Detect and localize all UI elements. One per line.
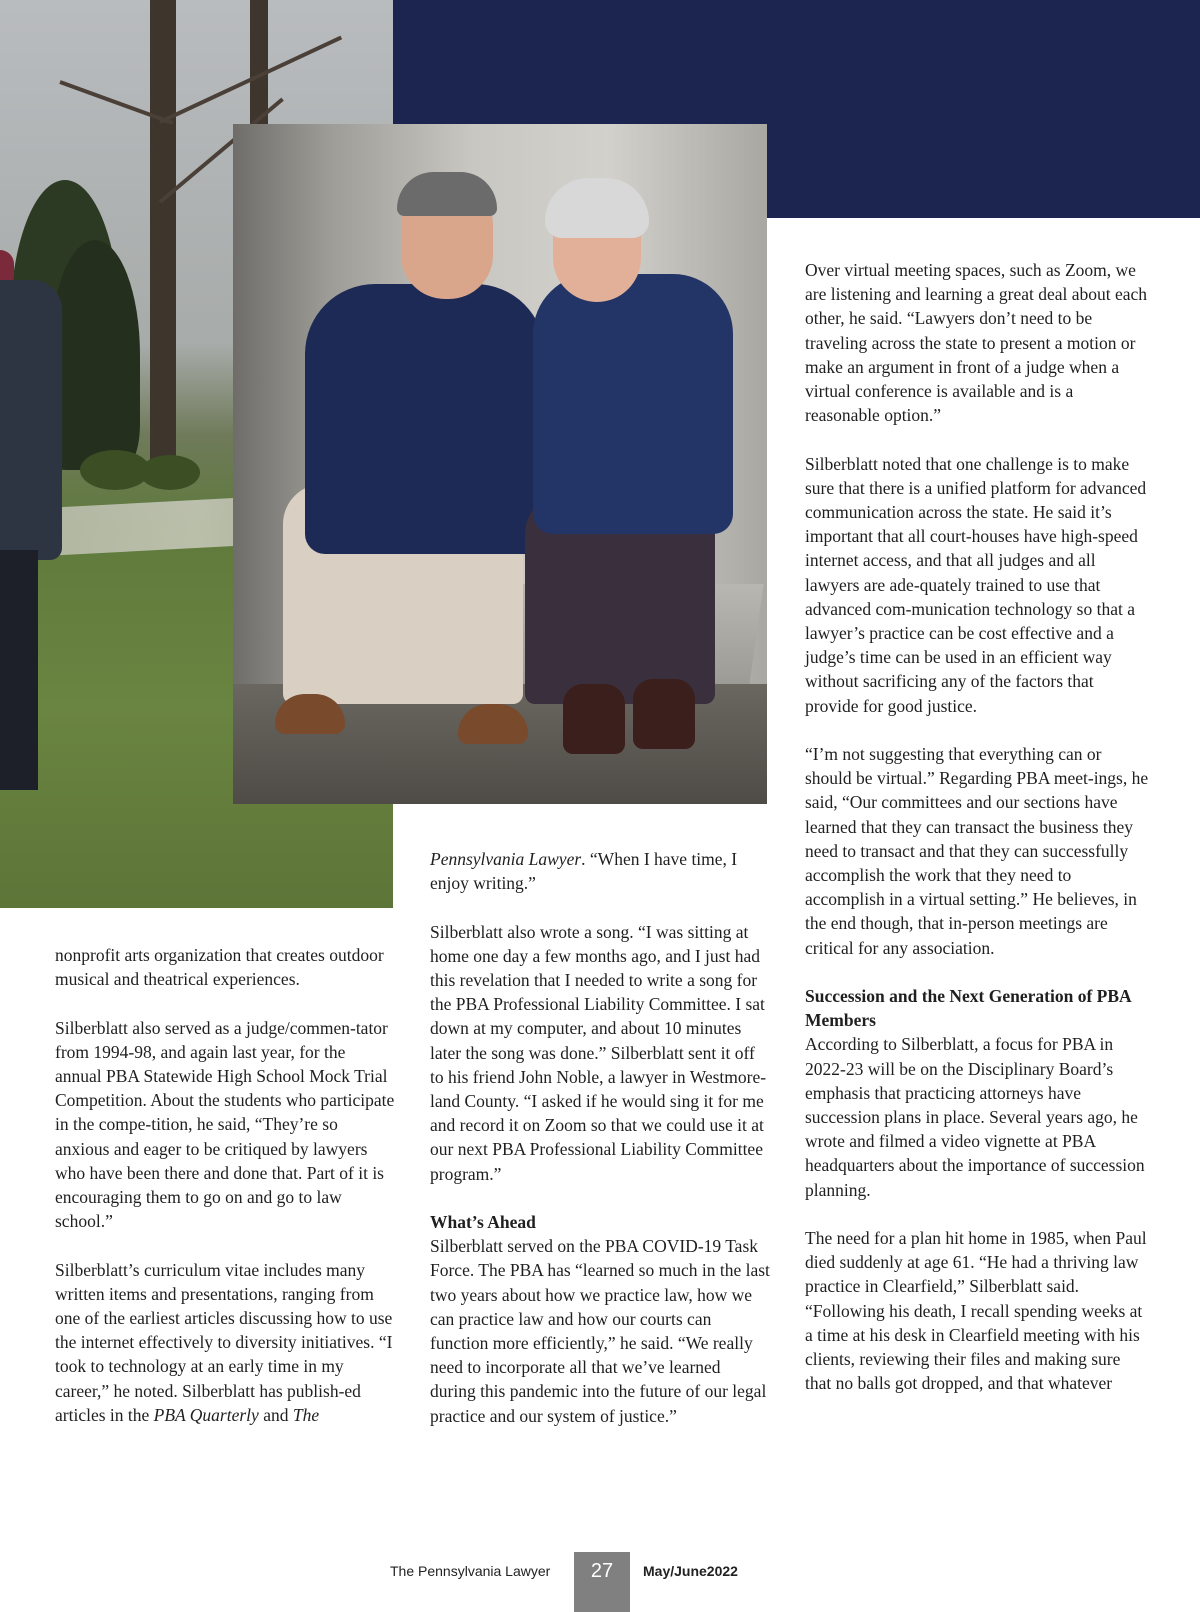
footer-issue-date: May/June2022 [643,1563,738,1579]
paragraph: Silberblatt also wrote a song. “I was sitting at home one day a few months ago, and I just had this revelation that I needed to write a song for the PBA Professional Liability Committee. I sat down at my computer, and about 10 minutes later the song was done.” Silberblatt sent it off to his friend John Noble, a lawyer in Westmore-land County. “I asked if he would sing it for me and record it on Zoom so that we could use it at our next PBA Professional Liability Committee program.” [430,921,767,1184]
publication-name: The [292,1404,320,1425]
article-column-3 [805,258,1150,1420]
paragraph: Silberblatt noted that one challenge is to make sure that there is a unified platform for advanced communication across the state. He said it’s important that all court-houses have high-speed internet access, and that all judges and all lawyers are ade-quately trained to use that advanced com-munication technology so that a lawyer’s practice can be cost effective and a judge’s time can be used in an efficient way without sacrificing any of the factors that provide for good justice. [805,453,1147,716]
publication-name: Pennsylvania Lawyer [430,849,582,869]
paragraph: “I’m not suggesting that everything can or should be virtual.” Regarding PBA meet-ings, he said, “Our committees and our sections have learned that they can transact the business they need to transact and that they can successfully accomplish the work that they need to accomplish in a virtual setting.” He believes, in the end though, that in-person meetings are critical for any association. [805,744,1149,958]
couple-portrait-photo [233,124,767,804]
paragraph: Silberblatt also served as a judge/commen-tator from 1994-98, and again last year, for the annual PBA Statewide High School Mock Trial Competition. About the students who participate in the compe-tition, he said, “They’re so anxious and eager to be critiqued by lawyers who have been there and done that. Part of it is encouraging them to go on and go to law school.” [55,1017,395,1232]
paragraph: Over virtual meeting spaces, such as Zoom, we are listening and learning a great deal about each other, he said. “Lawyers don’t need to be traveling across the state to present a motion or make an argument in front of a judge when a virtual conference is available and is a reasonable option.” [805,260,1148,426]
page-number: 27 [574,1552,630,1612]
section-heading: Succession and the Next Generation of PBA Members [805,986,1131,1031]
article-column-1 [55,943,395,1451]
page-footer [0,1552,1200,1612]
article-column-2 [430,847,770,1452]
paragraph: Silberblatt’s curriculum vitae includes many written items and presentations, ranging from one of the earliest articles discussing how to use the internet effectively to diversity initiatives. “I took to technology at an early time in my career,” he noted. Silberblatt has publish-ed articles in the PBA Quarterly and The [55,1259,393,1425]
paragraph: Silberblatt served on the PBA COVID-19 Task Force. The PBA has “learned so much in the last two years about how we practice law, how we can practice law and how our courts can function more efficiently,” he said. “We really need to incorporate all that we’ve learned during this pandemic into the future of our legal practice and our system of justice.” [430,1236,770,1426]
paragraph: Pennsylvania Lawyer. “When I have time, I enjoy writing.” [430,849,738,894]
section-heading: What’s Ahead [430,1212,536,1233]
paragraph: According to Silberblatt, a focus for PBA in 2022-23 will be on the Disciplinary Board’s emphasis that practicing attorneys have succession plans in place. Several years ago, he wrote and filmed a video vignette at PBA headquarters about the importance of succession planning. [805,1034,1145,1200]
publication-name: PBA Quarterly [153,1404,259,1425]
partial-person-figure [0,250,62,810]
paragraph: The need for a plan hit home in 1985, when Paul died suddenly at age 61. “He had a thriving law practice in Clearfield,” Silberblatt said. “Following his death, I recall spending weeks at a time at his desk in Clearfield meeting with his clients, reviewing their files and making sure that no balls got dropped, and that whatever [805,1228,1147,1394]
paragraph: nonprofit arts organization that creates outdoor musical and theatrical experiences. [55,945,384,990]
footer-publication: The Pennsylvania Lawyer [390,1563,551,1579]
